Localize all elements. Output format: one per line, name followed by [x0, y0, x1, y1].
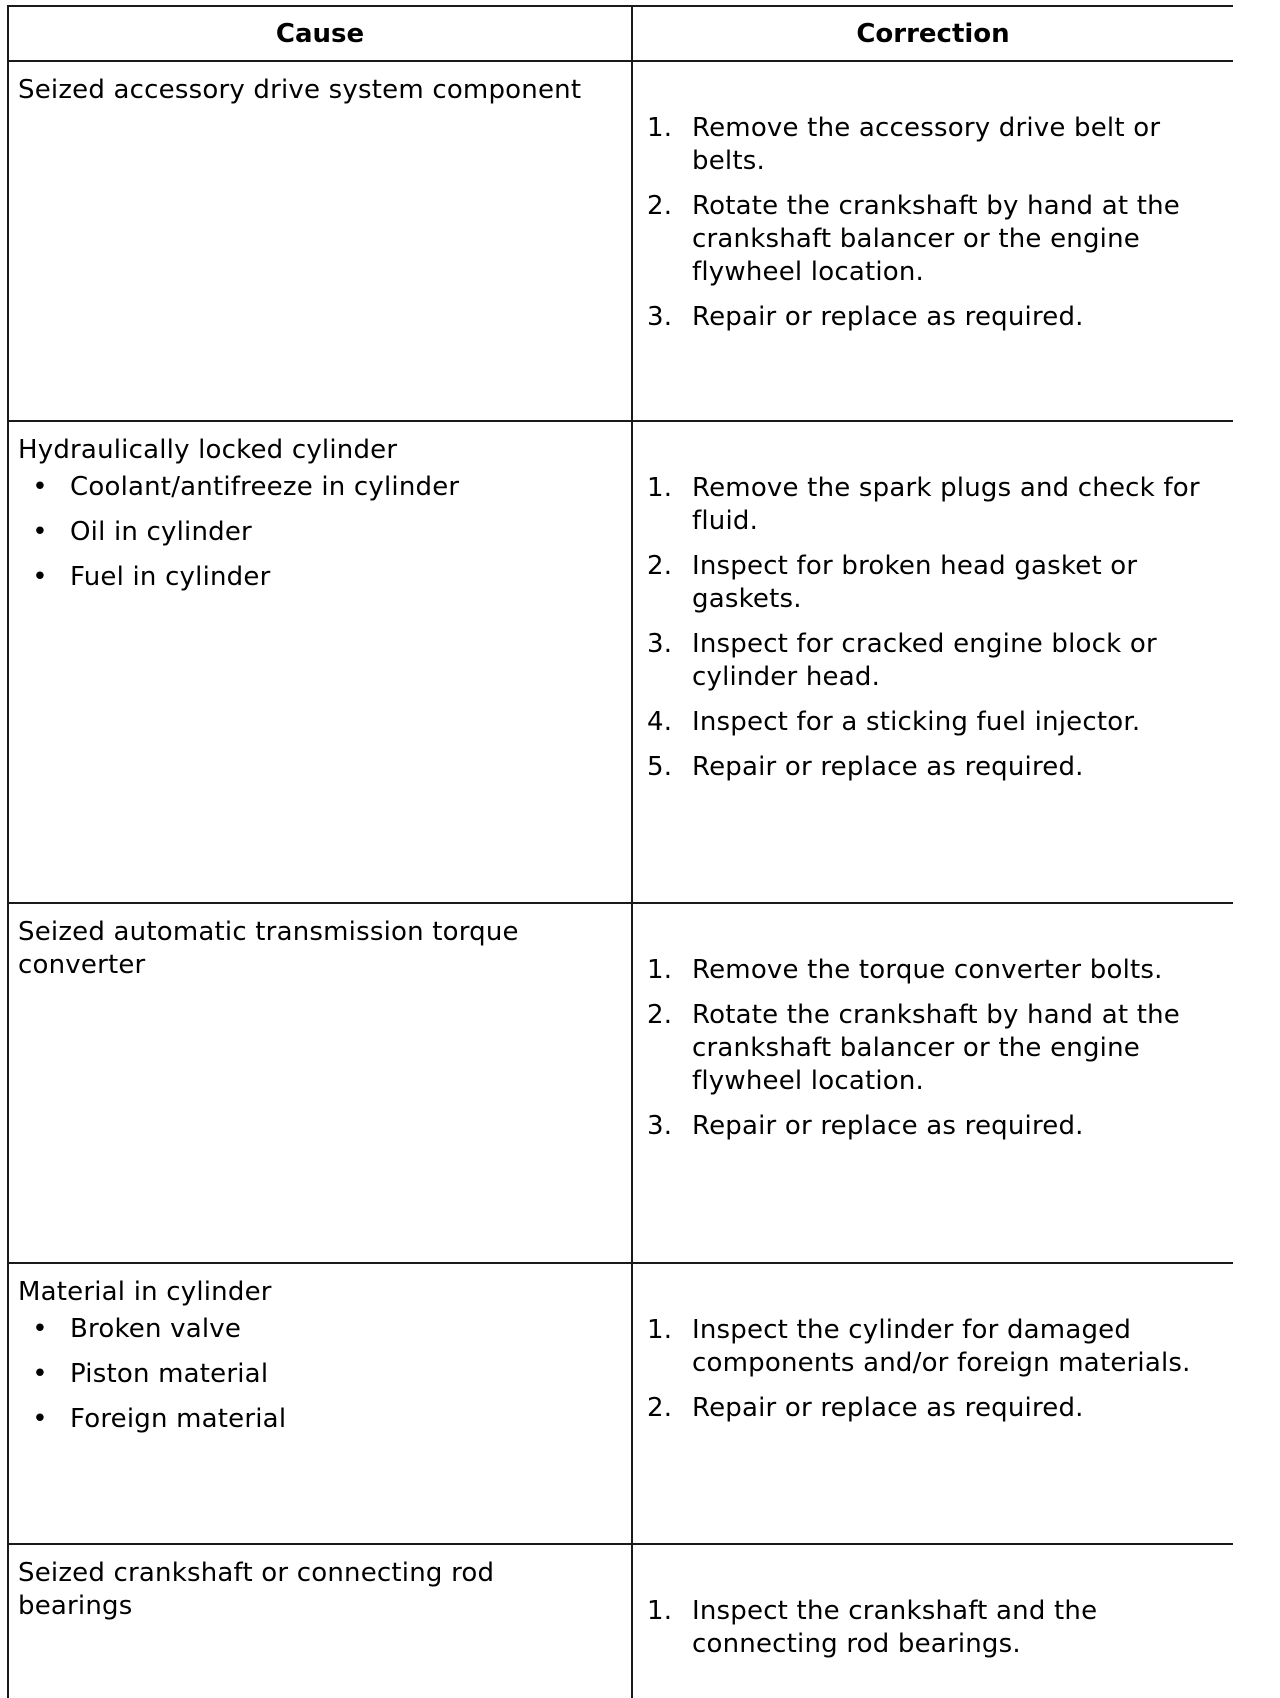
correction-step — [647, 1314, 1213, 1380]
table-row — [8, 61, 1233, 421]
bullet-icon: • — [32, 1359, 48, 1389]
correction-step — [647, 190, 1213, 289]
step-text: Repair or replace as required. — [692, 1393, 1084, 1423]
step-text: Repair or replace as required. — [692, 752, 1084, 782]
correction-step — [647, 472, 1213, 538]
cause-sub-item — [18, 561, 615, 594]
sub-item-text: Oil in cylinder — [70, 517, 252, 547]
correction-step — [647, 954, 1213, 987]
step-number: 5. — [647, 752, 673, 782]
step-text: Remove the accessory drive belt or belts. — [692, 113, 1161, 176]
step-text: Inspect for broken head gasket or gaskets. — [692, 551, 1138, 614]
cause-cell — [8, 1263, 632, 1544]
correction-step — [647, 1392, 1213, 1425]
step-text: Repair or replace as required. — [692, 302, 1084, 332]
step-text: Rotate the crankshaft by hand at the crankshaft balancer or the engine flywheel location. — [692, 1000, 1180, 1096]
correction-step — [647, 628, 1213, 694]
sub-item-text: Coolant/antifreeze in cylinder — [70, 472, 460, 502]
step-number: 1. — [647, 955, 673, 985]
correction-step — [647, 550, 1213, 616]
cause-cell — [8, 61, 632, 421]
correction-step — [647, 706, 1213, 739]
correction-steps — [647, 472, 1213, 784]
cause-cell — [8, 1544, 632, 1698]
bullet-icon: • — [32, 517, 48, 547]
step-text: Rotate the crankshaft by hand at the crankshaft balancer or the engine flywheel location. — [692, 191, 1180, 287]
cause-sub-items — [18, 1313, 615, 1436]
step-number: 2. — [647, 191, 673, 221]
correction-cell — [632, 61, 1233, 421]
document-page — [7, 5, 1233, 1698]
correction-step — [647, 751, 1213, 784]
cause-text: Material in cylinder — [18, 1277, 272, 1307]
correction-steps — [647, 1314, 1213, 1425]
table-row — [8, 421, 1233, 903]
cause-column-header: Cause — [8, 6, 632, 61]
step-number: 2. — [647, 1000, 673, 1030]
step-number: 3. — [647, 629, 673, 659]
sub-item-text: Fuel in cylinder — [70, 562, 271, 592]
cause-cell — [8, 903, 632, 1263]
correction-step — [647, 1110, 1213, 1143]
step-text: Remove the spark plugs and check for fluid. — [692, 473, 1200, 536]
sub-item-text: Foreign material — [70, 1404, 287, 1434]
step-number: 1. — [647, 1596, 673, 1626]
step-number: 1. — [647, 1315, 673, 1345]
correction-steps — [647, 112, 1213, 334]
correction-cell — [632, 903, 1233, 1263]
correction-step — [647, 301, 1213, 334]
table-row — [8, 903, 1233, 1263]
cause-sub-item — [18, 471, 615, 504]
correction-cell — [632, 1263, 1233, 1544]
sub-item-text: Broken valve — [70, 1314, 242, 1344]
bullet-icon: • — [32, 562, 48, 592]
step-text: Repair or replace as required. — [692, 1111, 1084, 1141]
step-number: 3. — [647, 302, 673, 332]
cause-text: Seized automatic transmission torque converter — [18, 917, 519, 980]
step-number: 1. — [647, 473, 673, 503]
table-row — [8, 1544, 1233, 1698]
correction-step — [647, 999, 1213, 1098]
step-text: Inspect for a sticking fuel injector. — [692, 707, 1141, 737]
step-text: Inspect for cracked engine block or cylinder head. — [692, 629, 1157, 692]
step-text: Inspect the crankshaft and the connecting rod bearings. — [692, 1596, 1098, 1659]
cause-text: Seized accessory drive system component — [18, 75, 582, 105]
step-text: Inspect the cylinder for damaged components and/or foreign materials. — [692, 1315, 1191, 1378]
step-number: 3. — [647, 1111, 673, 1141]
cause-sub-item — [18, 1358, 615, 1391]
correction-steps — [647, 1595, 1213, 1661]
correction-steps — [647, 954, 1213, 1143]
bullet-icon: • — [32, 472, 48, 502]
bullet-icon: • — [32, 1404, 48, 1434]
cause-sub-item — [18, 1313, 615, 1346]
cause-text: Hydraulically locked cylinder — [18, 435, 398, 465]
step-text: Remove the torque converter bolts. — [692, 955, 1163, 985]
cause-sub-item — [18, 516, 615, 549]
correction-step — [647, 1595, 1213, 1661]
bullet-icon: • — [32, 1314, 48, 1344]
correction-cell — [632, 421, 1233, 903]
step-number: 2. — [647, 551, 673, 581]
table-row — [8, 1263, 1233, 1544]
cause-sub-item — [18, 1403, 615, 1436]
sub-item-text: Piston material — [70, 1359, 269, 1389]
correction-cell — [632, 1544, 1233, 1698]
correction-column-header: Correction — [632, 6, 1233, 61]
cause-text: Seized crankshaft or connecting rod bearings — [18, 1558, 495, 1621]
diagnostic-table — [7, 5, 1233, 1698]
step-number: 1. — [647, 113, 673, 143]
table-header-row — [8, 6, 1233, 61]
step-number: 4. — [647, 707, 673, 737]
cause-cell — [8, 421, 632, 903]
correction-step — [647, 112, 1213, 178]
cause-sub-items — [18, 471, 615, 594]
step-number: 2. — [647, 1393, 673, 1423]
